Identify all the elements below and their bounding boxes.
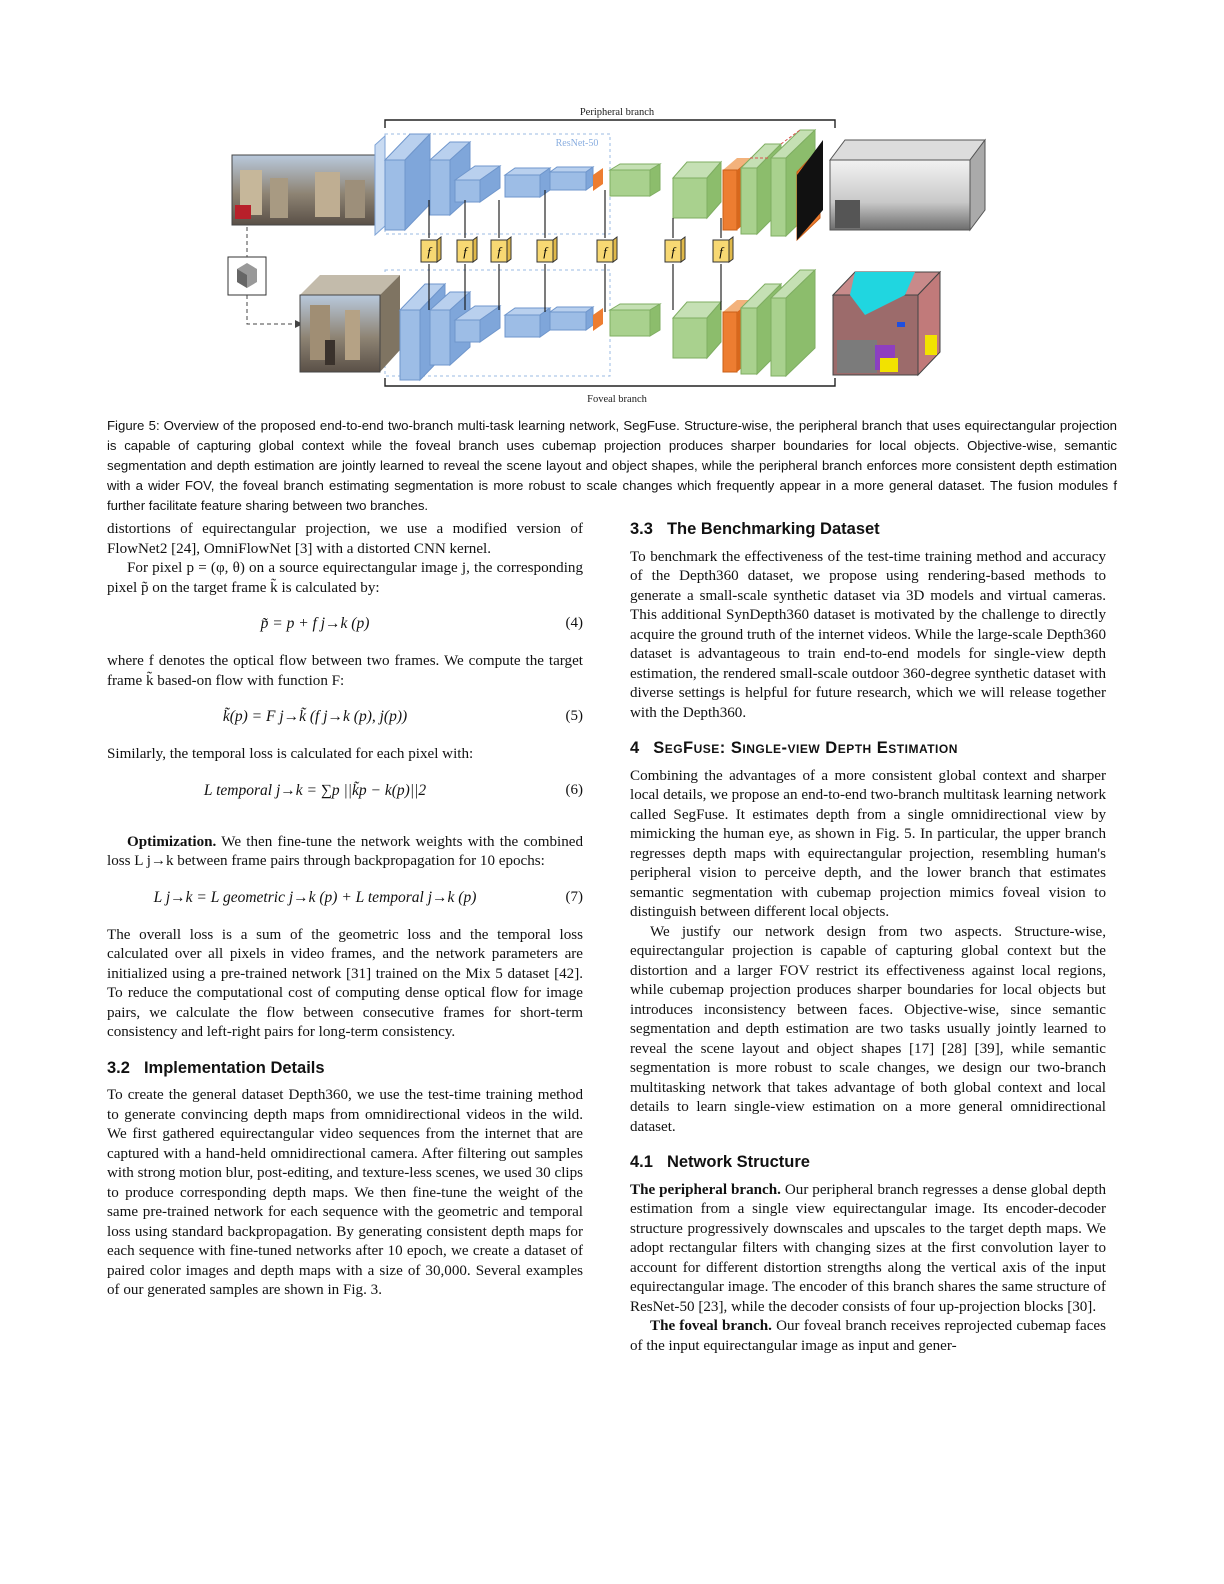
section-title: Implementation Details — [143, 1058, 325, 1077]
section-number: 3.2 — [107, 1058, 130, 1077]
fusion-module — [665, 237, 685, 262]
paragraph: Combining the advantages of a more consistent global context and sharper local details, we propose an end-to-end two-branch multitask learning network called SegFuse. It estimates depth from a single omnidirectional view by mimicking the human eye, as shown in Fig. 5. In particular, the upper branch regresses depth maps with equirectangular projection, resembling human's peripheral vision to perceive depth, and the lower branch that estimates semantic segmentation with cubemap projection mimics foveal vision to distinguish between different local objects. — [630, 767, 1106, 920]
section-heading — [630, 739, 1106, 759]
equation-6 — [107, 773, 583, 825]
equation-formula: p̃ = p + f j→k (p) — [260, 615, 370, 632]
equation-formula: L j→k = L geometric j→k (p) + L temporal j→k (p) — [153, 888, 477, 906]
section-title: Network Structure — [666, 1153, 810, 1171]
segmentation-output-image — [833, 272, 940, 375]
section-title: SegFuse: Single-view Depth Estimation — [653, 739, 958, 757]
foveal-bracket — [385, 378, 835, 405]
paragraph: Similarly, the temporal loss is calculated for each pixel with: — [107, 746, 474, 762]
paragraph — [107, 833, 583, 872]
figure-caption — [107, 416, 1117, 516]
paragraph: To create the general dataset Depth360, we use the test-time training method to generate convincing depth maps from omnidirectional videos in the wild. We first gathered equirectangular video sequences from the internet that are captured with a hand-held omnidirectional camera. After filtering out samples with strong motion blur, post-editing, and texture-less scenes, we used 30 clips to produce corresponding depth maps. We then fine-tune the weight of the same pre-trained network for each sequence with the geometric and temporal loss using standard backpropagation. By generating consistent depth maps for each sequence with fine-tuned networks after 10 epoch, we create a dataset of paired color images and depth maps with a size of 30,000. Several examples of our generated samples are shown in Fig. 3. — [107, 1087, 583, 1298]
paragraph: We justify our network design from two aspects. Structure-wise, equirectangular projection is capable of capturing global context but the distortion and a larger FOV restrict its effectiveness against local regions, while cubemap projection produces sharper boundaries for local objects but introduces inconsistency between faces. Objective-wise, since semantic segmentation and depth estimation are two tasks usually jointly learned to reveal the scene layout and object shapes [17] [28] [39], while semantic segmentation is more robust to scale changes, we design our two-branch multitasking network that takes advantage of both global context and local details to learn single-view estimation on a more general omnidirectional dataset. — [630, 923, 1106, 1135]
foveal-decoder — [610, 270, 815, 376]
run-in-heading: The peripheral branch. — [630, 1181, 781, 1198]
depth-output-image — [797, 140, 985, 240]
svg-text:f: f — [427, 244, 431, 259]
paragraph: For pixel p = (φ, θ) on a source equirectangular image j, the corresponding pixel p̃ on the target frame k̃ is calculated by: — [107, 560, 583, 596]
right-column — [630, 520, 1106, 1356]
equation-7 — [107, 880, 583, 918]
svg-text:f: f — [543, 244, 547, 259]
figure-label: Figure 5: — [107, 418, 160, 433]
network-figure — [225, 100, 995, 410]
equation-4 — [107, 606, 583, 644]
equation-formula: L temporal j→k = ∑p ||k̃p − k(p)||2 — [203, 781, 427, 799]
cubemap-input-image — [300, 275, 400, 372]
section-number: 4.1 — [630, 1153, 653, 1171]
fusion-module — [597, 237, 617, 262]
paragraph-text: Our foveal branch receives reprojected cubemap faces of the input equirectangular image as input and gener- — [630, 1318, 1107, 1354]
paragraph-text: We then fine-tune the network weights with the combined loss L j→k between frame pairs through backpropagation for 10 epochs: — [107, 833, 583, 869]
section-heading — [630, 1153, 1106, 1173]
svg-text:f: f — [497, 244, 501, 259]
fusion-module — [421, 237, 441, 262]
paragraph: To benchmark the effectiveness of the test-time training method and accuracy of the Depth360 dataset, we propose using rendering-based methods to generate a small-scale synthetic dataset via 3D models and virtual cameras. This additional SynDepth360 dataset is motivated by the challenge to directly acquire the ground truth of the internet videos. While the large-scale Depth360 dataset is advantageous to train end-to-end models for single-view depth estimation, the rendered small-scale outdoor 360-degree synthetic dataset with diverse settings is helpful for future research, which we will release together with the Depth360. — [630, 548, 1106, 721]
fusion-module — [457, 237, 477, 262]
cube-projection-icon — [228, 257, 266, 295]
paragraph: where f denotes the optical flow between two frames. We compute the target frame k̃ based-on flow with function F: — [107, 653, 583, 689]
run-in-heading: The foveal branch. — [650, 1318, 772, 1334]
left-column — [107, 520, 583, 1301]
paragraph: The overall loss is a sum of the geometric loss and the temporal loss calculated over all pixels in video frames, and the network parameters are initialized using a pre-trained network [31] trained on the Mix 5 dataset [42]. To reduce the computational cost of computing dense optical flow for image pairs, we calculate the flow between consecutive frames for short-term consistency and left-right pairs for long-term consistency. — [107, 926, 583, 1040]
peripheral-decoder — [610, 130, 820, 240]
caption-text: Overview of the proposed end-to-end two-branch multi-task learning network, SegFuse. Structure-wise, the peripheral branch that uses equirectangular projection is capable of capturing global context while the foveal branch uses cubemap projection produces sharper boundaries for local objects. Objective-wise, semantic segmentation and depth estimation are jointly learned to reveal the scene layout and object shapes, while the peripheral branch enforces more consistent depth estimation with a wider FOV, the foveal branch estimating segmentation is more robust to scale changes which frequently appear in a more general dataset. The fusion modules f further facilitate feature sharing between two branches. — [107, 418, 1118, 513]
equation-number: (4) — [565, 615, 583, 631]
paragraph — [630, 1317, 1106, 1356]
input-panorama-image — [232, 155, 377, 225]
fusion-module — [491, 237, 511, 262]
paragraph: distortions of equirectangular projection, we use a modified version of FlowNet2 [24], OmniFlowNet [3] with a distorted CNN kernel. — [107, 521, 583, 557]
svg-text:f: f — [603, 244, 607, 259]
peripheral-bracket — [385, 107, 835, 128]
equation-formula: k̃(p) = F j→k̃ (f j→k (p), j(p)) — [222, 708, 408, 725]
svg-text:f: f — [463, 244, 467, 259]
svg-text:f: f — [719, 244, 723, 259]
foveal-branch-label: Foveal branch — [587, 394, 647, 405]
fusion-module — [713, 237, 733, 262]
equation-number: (6) — [565, 781, 583, 798]
equation-5 — [107, 699, 583, 737]
run-in-heading: Optimization. — [127, 833, 217, 850]
equation-number: (7) — [565, 888, 583, 905]
section-title: The Benchmarking Dataset — [666, 520, 880, 538]
fusion-module — [537, 237, 557, 262]
peripheral-branch-label: Peripheral branch — [579, 107, 655, 118]
equation-number: (5) — [565, 708, 583, 724]
fusion-modules — [421, 237, 733, 262]
section-number: 3.3 — [630, 520, 653, 538]
section-heading — [107, 1059, 583, 1079]
paragraph — [630, 1181, 1106, 1318]
foveal-encoder — [400, 284, 603, 380]
svg-text:f: f — [671, 244, 675, 259]
resnet-label: ResNet-50 — [555, 138, 599, 149]
section-heading — [630, 520, 1106, 540]
peripheral-encoder — [375, 134, 603, 235]
section-number: 4 — [630, 739, 640, 757]
paragraph-text: Our peripheral branch regresses a dense global depth estimation from a single view equirectangular image. Its encoder-decoder structure progressively downscales and upscales to the target depth maps. We adopt rectangular filters with changing sizes at the first convolution layer to account for different distortion strengths along the vertical axis of the input equirectangular image. The encoder of this branch shares the same structure of ResNet-50 [23], while the decoder consists of four up-projection blocks [30]. — [630, 1181, 1106, 1315]
